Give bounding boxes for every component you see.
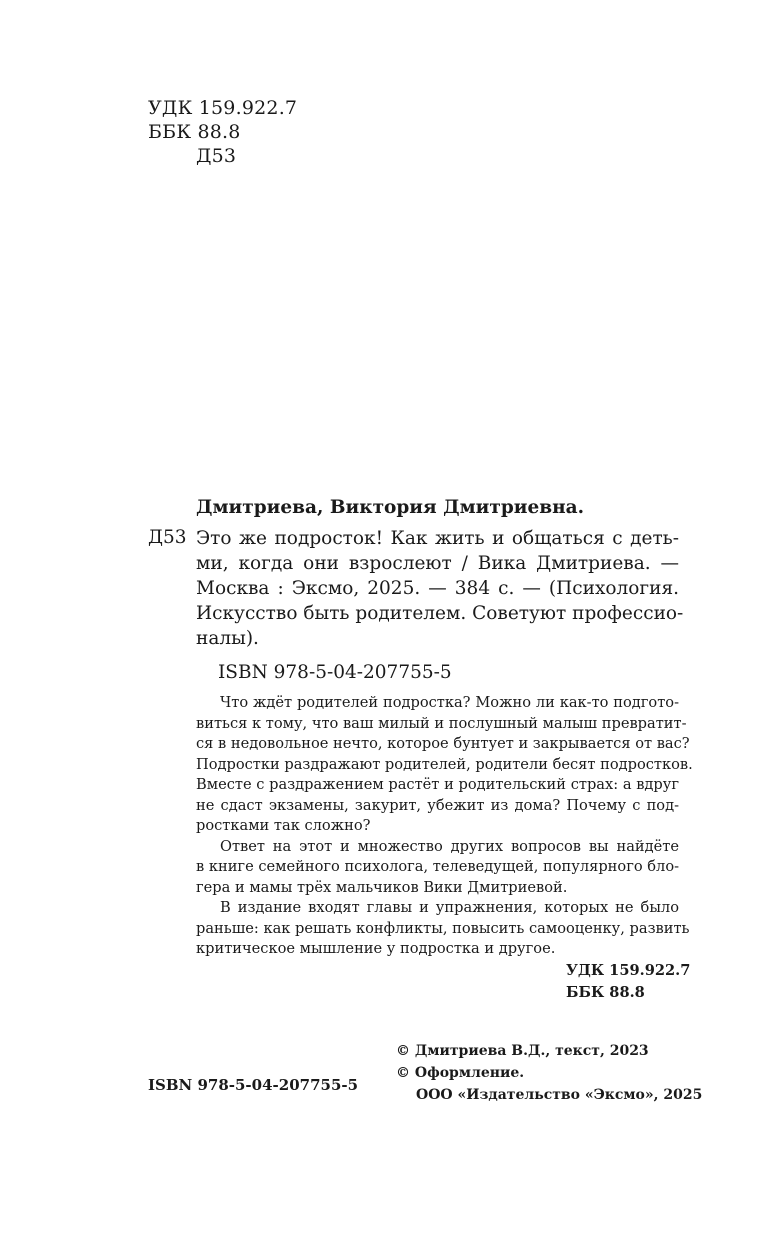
annotation-line: ся в недовольное нечто, которое бунтует и закрывается от вас? bbox=[196, 735, 690, 752]
classification-codes-bottom bbox=[566, 960, 690, 1004]
copyright-design: © Оформление. bbox=[396, 1065, 525, 1081]
description-line: Искусство быть родителем. Советуют профессио- bbox=[196, 603, 684, 624]
description-line: Москва : Эксмо, 2025. — 384 с. — (Психология. bbox=[196, 578, 679, 599]
description-line: Это же подросток! Как жить и общаться с деть- bbox=[196, 528, 679, 549]
description-line: ми, когда они взрослеют / Вика Дмитриева. — bbox=[196, 553, 679, 574]
annotation-line: в книге семейного психолога, телеведущей, популярного бло- bbox=[196, 858, 680, 875]
udk-code: УДК 159.922.7 bbox=[566, 962, 691, 979]
bibliographic-description bbox=[196, 526, 684, 651]
catalog-marker: Д53 bbox=[148, 527, 187, 548]
annotation-line: гера и мамы трёх мальчиков Вики Дмитриевой. bbox=[196, 878, 568, 896]
classification-codes-top bbox=[148, 96, 297, 168]
description-line: налы). bbox=[196, 628, 259, 649]
copyright-block bbox=[396, 1040, 702, 1106]
copyright-text: © Дмитриева В.Д., текст, 2023 bbox=[396, 1043, 649, 1059]
author-name: Дмитриева, Виктория Дмитриевна. bbox=[196, 497, 585, 518]
annotation-line: Подростки раздражают родителей, родители бесят подростков. bbox=[196, 755, 693, 773]
annotation-line: виться к тому, что ваш милый и послушный малыш превратит- bbox=[196, 714, 687, 732]
annotation-line: не сдаст экзамены, закурит, убежит из дома? Почему с под- bbox=[196, 796, 679, 814]
bbk-code: ББК 88.8 bbox=[148, 121, 241, 143]
bbk-code: ББК 88.8 bbox=[566, 984, 645, 1001]
isbn: ISBN 978-5-04-207755-5 bbox=[218, 662, 452, 683]
isbn-bottom: ISBN 978-5-04-207755-5 bbox=[148, 1076, 359, 1094]
annotation-line: Ответ на этот и множество других вопросов вы найдёте bbox=[220, 837, 679, 855]
annotation bbox=[196, 693, 693, 960]
annotation-line: В издание входят главы и упражнения, которых не было bbox=[220, 899, 679, 916]
annotation-line: Вместе с раздражением растёт и родительский страх: а вдруг bbox=[196, 776, 679, 793]
udk-code: УДК 159.922.7 bbox=[148, 97, 298, 119]
author-mark: Д53 bbox=[196, 145, 237, 167]
annotation-line: ростками так сложно? bbox=[196, 817, 371, 834]
annotation-line: критическое мышление у подростка и другое. bbox=[196, 940, 556, 957]
annotation-line: Что ждёт родителей подростка? Можно ли как-то подгото- bbox=[220, 694, 679, 711]
annotation-line: раньше: как решать конфликты, повысить самооценку, развить bbox=[196, 919, 690, 937]
copyright-publisher: ООО «Издательство «Эксмо», 2025 bbox=[416, 1087, 703, 1103]
